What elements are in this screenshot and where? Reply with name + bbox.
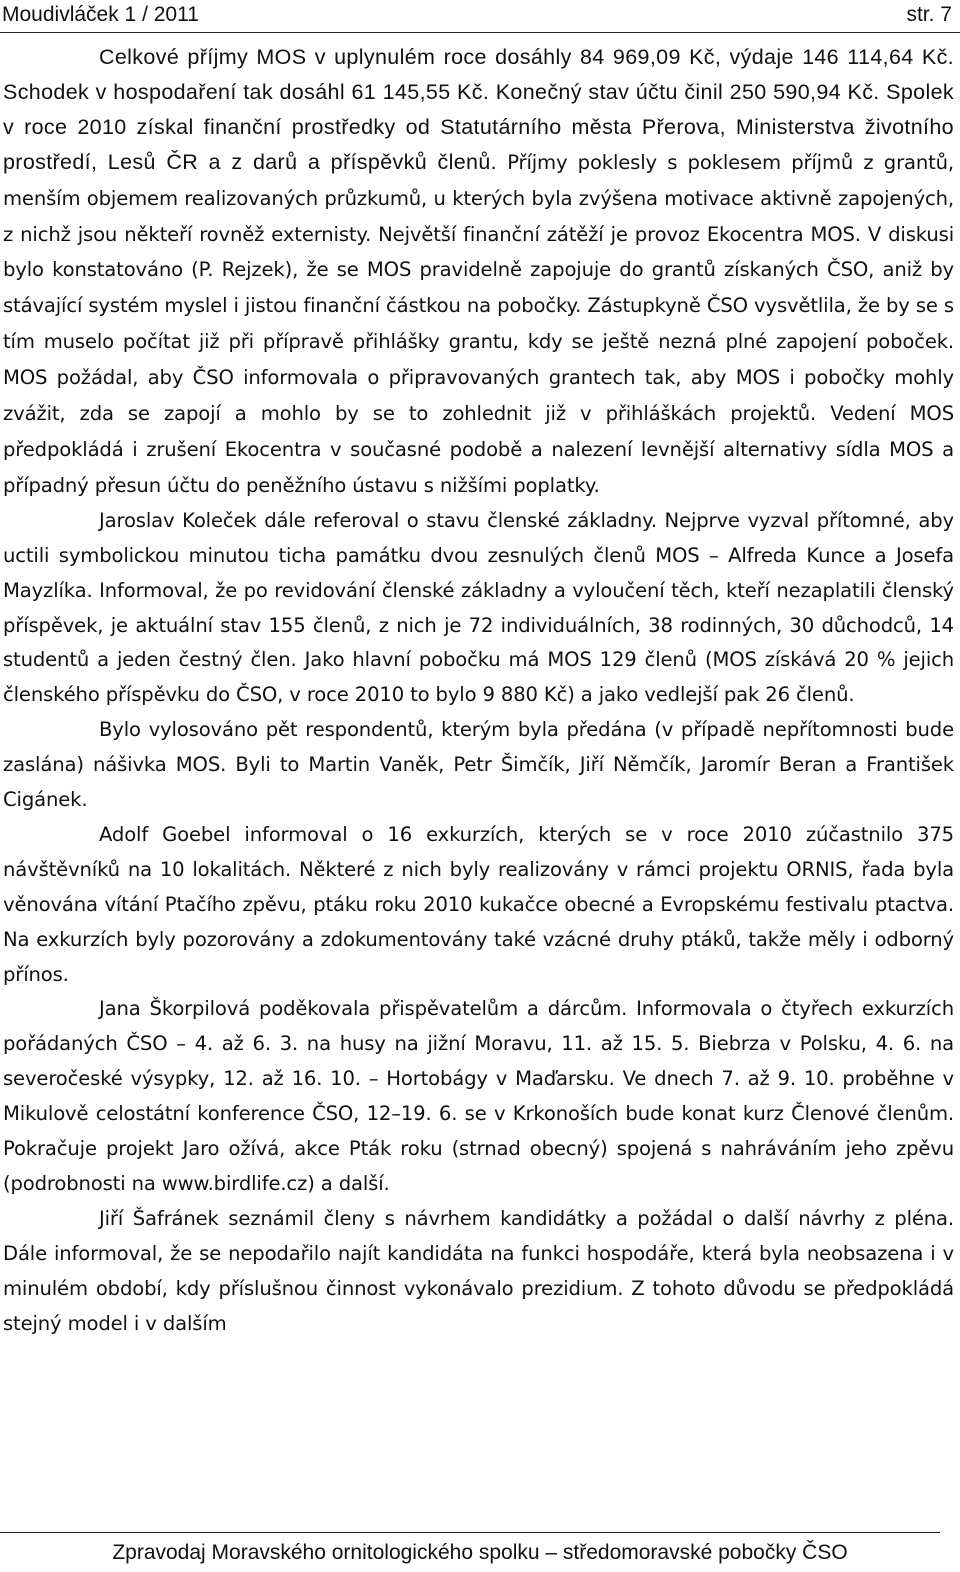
- paragraph-cso-events: Jana Škorpilová poděkovala přispěvatelům a dárcům. Informovala o čtyřech exkurzích pořádaných ČSO – 4. až 6. 3. na husy na jižní Moravu, 11. až 15. 5. Biebrza v Polsku, 4. 6. na severočeské výsypky, 12. až 16. 10. – Hortobágy v Maďarsku. Ve dnech 7. až 9. 10. proběhne v Mikulově celostátní konference ČSO, 12–19. 6. se v Krkonoších bude konat kurz Členové členům. Pokračuje projekt Jaro ožívá, akce Pták roku (strnad obecný) spojená s nahráváním jeho zpěvu (podrobnosti na www.birdlife.cz) a další.: [3, 997, 954, 1195]
- newsletter-issue: Moudivláček 1 / 2011: [2, 3, 199, 26]
- page-footer: Zpravodaj Moravského ornitologického spolku – středomoravské pobočky ČSO: [112, 1541, 848, 1564]
- paragraph-respondents: Bylo vylosováno pět respondentů, kterým byla předána (v případě nepřítomnosti bude zaslána) nášivka MOS. Byli to Martin Vaněk, Petr Šimčík, Jiří Němčík, Jaromír Beran a František Cigánek.: [3, 718, 954, 812]
- article-body: [3, 40, 954, 1342]
- page-header: [0, 0, 960, 33]
- paragraph-excursions: Adolf Goebel informoval o 16 exkurzích, kterých se v roce 2010 zúčastnilo 375 návštěvníků na 10 lokalitách. Některé z nich byly realizovány v rámci projektu ORNIS, řada byla věnována vítání Ptačího zpěvu, ptáku roku 2010 kukačce obecné a Evropskému festivalu ptactva. Na exkurzích byly pozorovány a zdokumentovány také vzácné druhy ptáků, takže měly i odborný přínos.: [3, 822, 954, 986]
- footer-divider: [0, 1532, 940, 1533]
- paragraph-candidates: Jiří Šafránek seznámil členy s návrhem kandidátky a požádal o další návrhy z pléna. Dále informoval, že se nepodařilo najít kandidáta na funkci hospodáře, která byla neobsazena i v minulém období, kdy příslušnou činnost vykonávalo prezidium. Z tohoto důvodu se předpokládá stejný model i v dalším: [3, 1206, 954, 1335]
- paragraph-finances-rest: Příjmy poklesly s poklesem příjmů z grantů, menším objemem realizovaných průzkumů, u kterých byla zvýšena motivace aktivně zapojených, z nichž jsou někteří rovněž externisty. Největší finanční zátěží je provoz Ekocentra MOS. V diskusi bylo konstatováno (P. Rejzek), že se MOS pravidelně zapojuje do grantů získaných ČSO, aniž by stávající systém myslel i jistou finanční částkou na pobočky. Zástupkyně ČSO vysvětlila, že by se s tím muselo počítat již při přípravě přihlášky grantu, kdy se ještě nezná plné zapojení poboček. MOS požádal, aby ČSO informovala o připravovaných grantech tak, aby MOS i pobočky mohly zvážit, zda se zapojí a mohlo by se to zohlednit již v přihláškách projektů. Vedení MOS předpokládá i zrušení Ekocentra v současné podobě a nalezení levnější alternativy sídla MOS a případný přesun účtu do peněžního ústavu s nižšími poplatky.: [3, 150, 954, 497]
- paragraph-membership: Jaroslav Koleček dále referoval o stavu členské základny. Nejprve vyzval přítomné, aby uctili symbolickou minutou ticha památku dvou zesnulých členů MOS – Alfreda Kunce a Josefa Mayzlíka. Informoval, že po revidování členské základny a vyloučení těch, kteří nezaplatili členský příspěvek, je aktuální stav 155 členů, z nich je 72 individuálních, 38 rodinných, 30 důchodců, 14 studentů a jeden čestný člen. Jako hlavní pobočku má MOS 129 členů (MOS získává 20 % jejich členského příspěvku do ČSO, v roce 2010 to bylo 9 880 Kč) a jako vedlejší pak 26 členů.: [3, 508, 954, 707]
- paragraph-finances: [3, 40, 954, 504]
- page-number: str. 7: [906, 3, 952, 26]
- paragraph-finances-lead: Celkové příjmy MOS v uplynulém roce dosáhly 84 969,09 Kč, výdaje 146 114,64 Kč. Schodek v hospodaření tak dosáhl 61 145,55 Kč. Konečný stav účtu činil 250 590,94 Kč. Spolek v roce 2010 získal finanční prostředky od Statutárního města Přerova, Ministerstva životního prostředí, Lesů ČR a z darů a příspěvků členů.: [3, 45, 954, 174]
